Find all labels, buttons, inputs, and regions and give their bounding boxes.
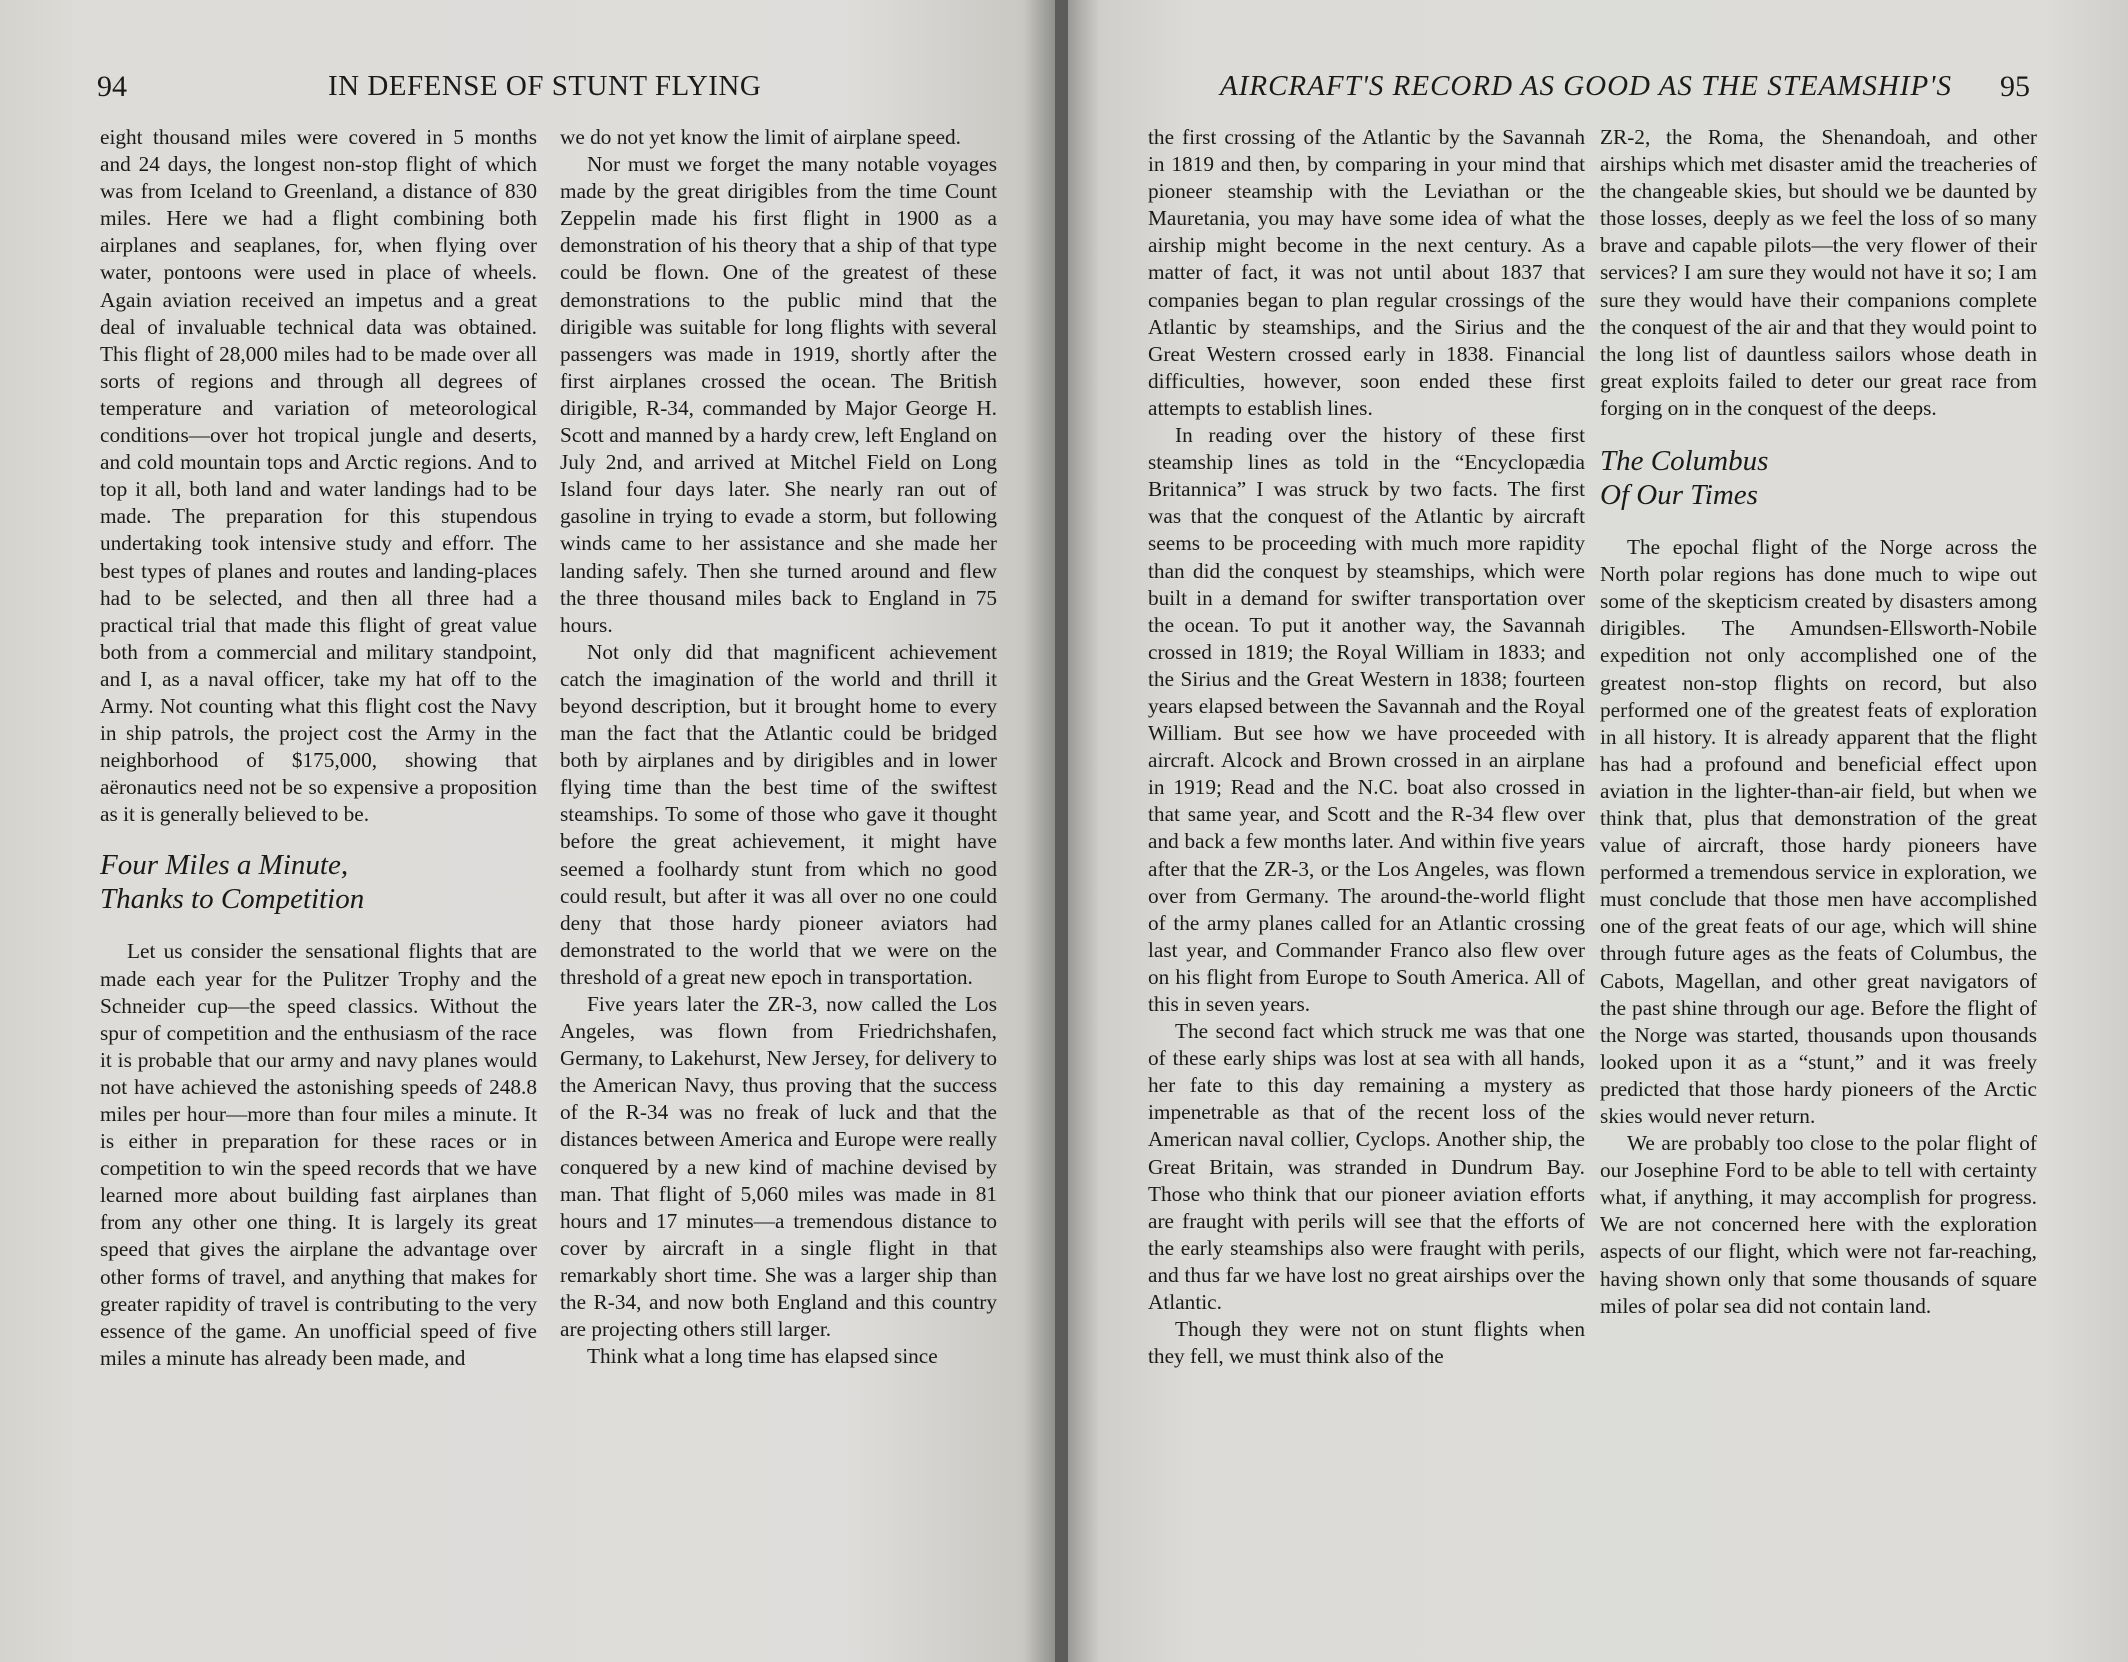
left-page — [0, 0, 1055, 1662]
paragraph: Let us consider the sensational flights that are made each year for the Pulitzer Trophy and the Schneider cup—the speed classics. Without the spur of competition and the enthusiasm of the race it is probable that our army and navy planes would not have achieved the astonishing speeds of 248.8 miles per hour—more than four miles a minute. It is either in preparation for these races or in competition to win the speed records that we have learned more about building fast airplanes than from any other one thing. It is largely its great speed that gives the airplane the advantage over other forms of travel, and anything that makes for greater rapidity of travel is contributing to the very essence of the game. An unofficial speed of five miles a minute has already been made, and — [100, 939, 537, 1370]
paragraph: Nor must we forget the many notable voyages made by the great dirigibles from the time Count Zeppelin made his first flight in 1900 as a demonstration of his theory that a ship of that type could be flown. One of the greatest of these demonstrations to the public mind that the dirigible was suitable for long flights with several passengers was made in 1919, shortly after the first airplanes crossed the ocean. The British dirigible, R-34, commanded by Major George H. Scott and manned by a hardy crew, left England on July 2nd, and arrived at Mitchel Field on Long Island four days later. She nearly ran out of gasoline in trying to evade a storm, but following winds came to her assistance and she made her landing safely. Then she turned around and flew the three thousand miles back to England in 75 hours. — [560, 152, 997, 637]
heading-line: Thanks to Competition — [100, 883, 365, 916]
paragraph: In reading over the history of these first steamship lines as told in the “Encyclopædia Britannica” I was struck by two facts. The first was that the conquest of the Atlantic by aircraft seems to be proceeding with much more rapidity than did the conquest by steamships, which were built in a demand for swifter transportation over the ocean. To put it another way, the Savannah crossed in 1819; the Royal William in 1833; and the Sirius and the Great Western in 1838; fourteen years elapsed between the Savannah and the Royal William. But see how we have proceeded with aircraft. Alcock and Brown crossed in an airplane in 1919; Read and the N.C. boat also crossed in that same year, and Scott and the R-34 flew over and back a few months later. And within five years after that the ZR-3, or the Los Angeles, was flown over from Germany. The around-the-world flight of the army planes called for an Atlantic crossing last year, and Commander Franco also flew over on his flight from Europe to South America. All of this in seven years. — [1148, 423, 1585, 1016]
paragraph: Though they were not on stunt flights when they fell, we must think also of the — [1148, 1317, 1585, 1369]
heading-line: Four Miles a Minute, — [100, 849, 349, 882]
heading-line: Of Our Times — [1600, 479, 1758, 512]
page-number: 94 — [97, 70, 127, 103]
running-head: AIRCRAFT'S RECORD AS GOOD AS THE STEAMSHIP'S — [1220, 70, 1952, 102]
paragraph: Not only did that magnificent achievement catch the imagination of the world and thrill it beyond description, but it brought home to every man the fact that the Atlantic could be bridged both by airplanes and by dirigibles and in lower flying time than the best time of the swiftest steamships. To some of those who gave it thought before the great achievement, it might have seemed a foolhardy stunt from which no good could result, but after it was all over no one could deny that those hardy pioneer aviators had demonstrated to the world that we were on the threshold of a great new epoch in transportation. — [560, 639, 997, 989]
paragraph: We are probably too close to the polar flight of our Josephine Ford to be able to tell with certainty what, if anything, it may accomplish for progress. We are not concerned here with the exploration aspects of our flight, which were not far-reaching, having shown only that some thousands of square miles of polar sea did not contain land. — [1600, 1131, 2037, 1318]
book-gutter — [1055, 0, 1068, 1662]
right-page — [1068, 0, 2128, 1662]
section-heading — [100, 848, 537, 916]
section-heading — [1600, 444, 2037, 512]
paragraph: we do not yet know the limit of airplane speed. — [560, 125, 961, 149]
paragraph: The second fact which struck me was that one of these early ships was lost at sea with all hands, her fate to this day remaining a mystery as impenetrable as that of the recent loss of the American naval collier, Cyclops. Another ship, the Great Britain, was stranded in Dundrum Bay. Those who think that our pioneer aviation efforts are fraught with perils will see that the efforts of the early steamships also were fraught with perils, and thus far we have lost no great airships over the Atlantic. — [1148, 1019, 1585, 1315]
paragraph: the first crossing of the Atlantic by the Savannah in 1819 and then, by comparing in your mind that pioneer steamship with the Leviathan or the Mauretania, you may have some idea of what the airship might become in the next century. As a matter of fact, it was not until about 1837 that companies began to plan regular crossings of the Atlantic by steamships, and the Sirius and the Great Western crossed early in 1838. Financial difficulties, however, soon ended these first attempts to establish lines. — [1148, 125, 1585, 420]
page-number: 95 — [2000, 70, 2030, 103]
text-column-2 — [560, 124, 997, 1370]
heading-line: The Columbus — [1600, 445, 1769, 478]
running-head: IN DEFENSE OF STUNT FLYING — [328, 70, 762, 102]
text-column-3 — [1148, 124, 1585, 1370]
text-column-4 — [1600, 124, 2037, 1320]
paragraph: The epochal flight of the Norge across the North polar regions has done much to wipe out some of the skepticism created by disasters among dirigibles. The Amundsen-Ellsworth-Nobile expedition not only accomplished one of the greatest non-stop flights on record, but also performed one of the greatest feats of exploration in all history. It is already apparent that the flight has had a profound and beneficial effect upon aviation in the lighter-than-air field, but when we think that, plus that demonstration of the great value of aircraft, those hardy pioneers have performed a tremendous service in exploration, we must conclude that those men have accomplished one of the great feats of our age, which will shine through future ages as the feats of Columbus, the Cabots, Magellan, and other great navigators of the past shine through our age. Before the flight of the Norge was started, thousands upon thousands looked upon it as a “stunt,” and it was freely predicted that those hardy pioneers of the Arctic skies would never return. — [1600, 535, 2037, 1128]
paragraph: ZR-2, the Roma, the Shenandoah, and other airships which met disaster amid the treacheries of the changeable skies, but should we be daunted by those losses, deeply as we feel the loss of so many brave and capable pilots—the very flower of their services? I am sure they would not have it so; I am sure they would have their companions complete the conquest of the air and that they would point to the long list of dauntless sailors whose death in great exploits failed to deter our great race from forging on in the conquest of the deeps. — [1600, 125, 2037, 420]
paragraph: Think what a long time has elapsed since — [587, 1344, 938, 1369]
paragraph: Five years later the ZR-3, now called the Los Angeles, was flown from Friedrichshafen, Germany, to Lakehurst, New Jersey, for delivery to the American Navy, thus proving that the success of the R-34 was no freak of luck and that the distances between America and Europe were really conquered by a new kind of machine devised by man. That flight of 5,060 miles was made in 81 hours and 17 minutes—a tremendous distance to cover by aircraft in a single flight in that remarkably short time. She was a larger ship than the R-34, and now both England and this country are projecting others still larger. — [560, 992, 997, 1342]
text-column-1 — [100, 124, 537, 1372]
paragraph: eight thousand miles were covered in 5 months and 24 days, the longest non-stop flight of which was from Iceland to Greenland, a distance of 830 miles. Here we had a flight combining both airplanes and seaplanes, for, when flying over water, pontoons were used in place of wheels. Again aviation received an impetus and a great deal of invaluable technical data was obtained. This flight of 28,000 miles had to be made over all sorts of regions and through all degrees of temperature and variation of meteorological conditions—over hot tropical jungle and deserts, and cold mountain tops and Arctic regions. And to top it all, both land and water landings had to be made. The preparation for this stupendous undertaking took intensive study and efforr. The best types of planes and routes and landing-places had to be selected, and then all three had a practical trial that made this flight of great value both from a commercial and military standpoint, and I, as a naval officer, take my hat off to the Army. Not counting what this flight cost the Navy in ship patrols, the project cost the Army in the neighborhood of $175,000, showing that aëronautics need not be so expensive a proposition as it is generally believed to be. — [100, 125, 537, 827]
